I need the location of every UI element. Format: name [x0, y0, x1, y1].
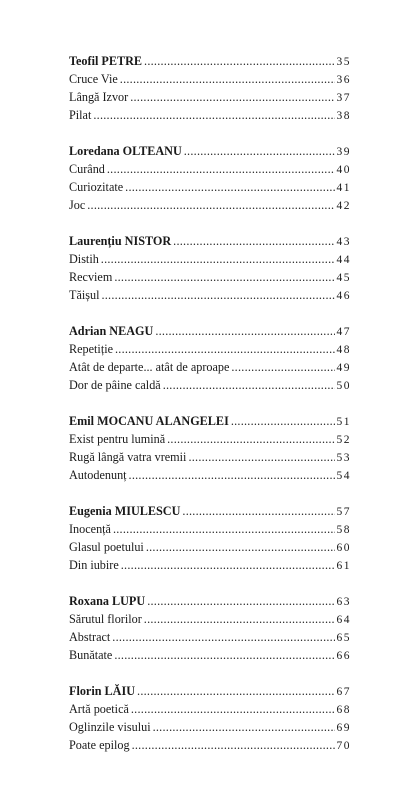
dot-leader [146, 538, 335, 556]
toc-section [69, 142, 351, 214]
page-number: 68 [336, 704, 351, 716]
dot-leader [120, 70, 335, 88]
toc-section [69, 52, 351, 124]
poem-title: Recviem [69, 270, 113, 284]
toc-poem-entry [69, 520, 351, 538]
toc-poem-entry [69, 628, 351, 646]
toc-section [69, 412, 351, 484]
toc-poem-entry [69, 430, 351, 448]
page-number: 64 [336, 614, 351, 626]
dot-leader [188, 448, 334, 466]
dot-leader [130, 88, 334, 106]
dot-leader [182, 502, 334, 520]
poem-title: Lângă Izvor [69, 90, 129, 104]
toc-poem-entry [69, 196, 351, 214]
poem-title: Din iubire [69, 558, 119, 572]
author-name: Teofil PETRE [69, 54, 143, 68]
page-number: 60 [336, 542, 351, 554]
toc-poem-entry [69, 736, 351, 754]
dot-leader [112, 628, 334, 646]
poem-title: Bunătate [69, 648, 113, 662]
page-number: 48 [336, 344, 351, 356]
toc-poem-entry [69, 718, 351, 736]
table-of-contents [69, 52, 351, 754]
dot-leader [93, 106, 334, 124]
page-number: 46 [336, 290, 351, 302]
poem-title: Rugă lângă vatra vremii [69, 450, 187, 464]
page-number: 40 [336, 164, 351, 176]
page-number: 53 [336, 452, 351, 464]
page-number: 51 [336, 416, 351, 428]
page-number: 36 [336, 74, 351, 86]
page-number: 42 [336, 200, 351, 212]
page-number: 63 [336, 596, 351, 608]
dot-leader [101, 286, 334, 304]
dot-leader [137, 682, 334, 700]
page-number: 45 [336, 272, 351, 284]
poem-title: Poate epilog [69, 738, 130, 752]
dot-leader [153, 718, 335, 736]
page-number: 65 [336, 632, 351, 644]
toc-poem-entry [69, 286, 351, 304]
toc-section [69, 502, 351, 574]
dot-leader [144, 52, 334, 70]
toc-section [69, 592, 351, 664]
page-number: 49 [336, 362, 351, 374]
toc-poem-entry [69, 88, 351, 106]
page-number: 58 [336, 524, 351, 536]
page-number: 37 [336, 92, 351, 104]
dot-leader [163, 376, 335, 394]
toc-poem-entry [69, 646, 351, 664]
poem-title: Atât de departe... atât de aproape [69, 360, 230, 374]
poem-title: Cruce Vie [69, 72, 118, 86]
toc-author-entry [69, 322, 351, 340]
poem-title: Distih [69, 252, 99, 266]
toc-poem-entry [69, 178, 351, 196]
toc-poem-entry [69, 268, 351, 286]
poem-title: Exist pentru lumină [69, 432, 166, 446]
toc-author-entry [69, 52, 351, 70]
poem-title: Pilat [69, 108, 92, 122]
toc-section [69, 322, 351, 394]
toc-poem-entry [69, 376, 351, 394]
dot-leader [113, 520, 335, 538]
toc-poem-entry [69, 160, 351, 178]
poem-title: Joc [69, 198, 86, 212]
poem-title: Glasul poetului [69, 540, 144, 554]
author-name: Laurențiu NISTOR [69, 234, 172, 248]
toc-section [69, 232, 351, 304]
toc-poem-entry [69, 556, 351, 574]
page-number: 44 [336, 254, 351, 266]
poem-title: Abstract [69, 630, 111, 644]
toc-section [69, 682, 351, 754]
dot-leader [101, 250, 335, 268]
page-number: 54 [336, 470, 351, 482]
page-number: 43 [336, 236, 351, 248]
poem-title: Repetiție [69, 342, 113, 356]
author-name: Emil MOCANU ALANGELEI [69, 414, 229, 428]
dot-leader [131, 700, 335, 718]
author-name: Eugenia MIULESCU [69, 504, 181, 518]
dot-leader [114, 268, 334, 286]
page-number: 70 [336, 740, 351, 752]
author-name: Loredana OLTEANU [69, 144, 182, 158]
poem-title: Sărutul florilor [69, 612, 142, 626]
page-number: 67 [336, 686, 351, 698]
toc-author-entry [69, 592, 351, 610]
toc-author-entry [69, 682, 351, 700]
dot-leader [87, 196, 334, 214]
poem-title: Dor de pâine caldă [69, 378, 161, 392]
page-number: 38 [336, 110, 351, 122]
dot-leader [132, 736, 335, 754]
toc-author-entry [69, 142, 351, 160]
toc-poem-entry [69, 250, 351, 268]
page-number: 41 [336, 182, 351, 194]
toc-poem-entry [69, 70, 351, 88]
dot-leader [231, 358, 334, 376]
toc-poem-entry [69, 700, 351, 718]
poem-title: Tăișul [69, 288, 100, 302]
page-number: 69 [336, 722, 351, 734]
poem-title: Artă poetică [69, 702, 129, 716]
author-name: Roxana LUPU [69, 594, 146, 608]
toc-poem-entry [69, 610, 351, 628]
page-number: 66 [336, 650, 351, 662]
toc-poem-entry [69, 106, 351, 124]
toc-author-entry [69, 232, 351, 250]
poem-title: Curând [69, 162, 105, 176]
dot-leader [147, 592, 334, 610]
dot-leader [125, 178, 334, 196]
dot-leader [115, 340, 335, 358]
page-number: 57 [336, 506, 351, 518]
page-number: 47 [336, 326, 351, 338]
toc-poem-entry [69, 538, 351, 556]
toc-poem-entry [69, 448, 351, 466]
dot-leader [231, 412, 335, 430]
toc-author-entry [69, 412, 351, 430]
toc-author-entry [69, 502, 351, 520]
poem-title: Curiozitate [69, 180, 124, 194]
toc-poem-entry [69, 340, 351, 358]
dot-leader [121, 556, 335, 574]
toc-poem-entry [69, 358, 351, 376]
author-name: Florin LĂIU [69, 684, 136, 698]
page-number: 35 [336, 56, 351, 68]
dot-leader [167, 430, 334, 448]
author-name: Adrian NEAGU [69, 324, 154, 338]
page-number: 50 [336, 380, 351, 392]
page-number: 39 [336, 146, 351, 158]
dot-leader [173, 232, 334, 250]
page-number: 61 [336, 560, 351, 572]
dot-leader [129, 466, 335, 484]
dot-leader [184, 142, 335, 160]
poem-title: Autodenunț [69, 468, 127, 482]
dot-leader [144, 610, 335, 628]
dot-leader [155, 322, 334, 340]
toc-poem-entry [69, 466, 351, 484]
page-number: 52 [336, 434, 351, 446]
dot-leader [114, 646, 334, 664]
poem-title: Inocență [69, 522, 111, 536]
poem-title: Oglinzile visului [69, 720, 151, 734]
dot-leader [107, 160, 335, 178]
